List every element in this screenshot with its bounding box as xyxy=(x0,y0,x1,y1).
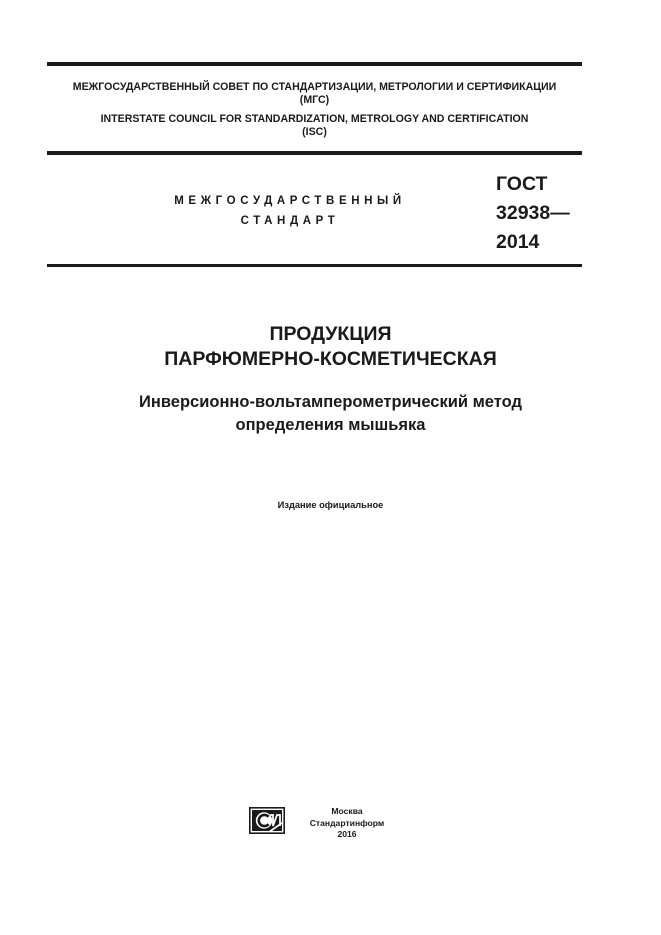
middle-rule xyxy=(47,151,582,155)
document-subtitle-line2: определения мышьяка xyxy=(235,416,426,434)
publisher-city: Москва xyxy=(331,806,363,816)
council-name-ru xyxy=(47,81,582,107)
publication-year: 2016 xyxy=(337,829,357,839)
bottom-rule xyxy=(47,264,582,267)
document-subtitle-line1: Инверсионно-вольтамперометрический метод xyxy=(139,393,522,411)
document-title xyxy=(47,322,614,372)
gost-number: 32938— xyxy=(496,202,570,224)
standartinform-logo-icon xyxy=(249,807,285,834)
council-name-en-line1: INTERSTATE COUNCIL FOR STANDARDIZATION, METROLOGY AND CERTIFICATION xyxy=(100,113,529,125)
publisher-name: Стандартинформ xyxy=(309,817,385,828)
council-name-ru-line1: МЕЖГОСУДАРСТВЕННЫЙ СОВЕТ ПО СТАНДАРТИЗАЦИИ, МЕТРОЛОГИИ И СЕРТИФИКАЦИИ xyxy=(72,81,557,93)
standard-type-label xyxy=(120,191,460,231)
edition-note: Издание официальное xyxy=(277,500,384,510)
council-name-en xyxy=(47,113,582,139)
standard-type-line1: МЕЖГОСУДАРСТВЕННЫЙ xyxy=(174,195,406,207)
gost-designation xyxy=(496,170,570,257)
gost-year: 2014 xyxy=(496,231,540,253)
standard-type-line2: СТАНДАРТ xyxy=(240,215,340,227)
document-title-line2: ПАРФЮМЕРНО-КОСМЕТИЧЕСКАЯ xyxy=(164,348,497,370)
council-abbr-ru: (МГС) xyxy=(299,94,330,106)
council-abbr-en: (ISC) xyxy=(302,126,327,138)
gost-prefix: ГОСТ xyxy=(496,173,548,195)
document-title-line1: ПРОДУКЦИЯ xyxy=(269,323,392,345)
top-rule xyxy=(47,62,582,66)
document-subtitle xyxy=(47,391,614,437)
publisher-info xyxy=(292,806,402,841)
